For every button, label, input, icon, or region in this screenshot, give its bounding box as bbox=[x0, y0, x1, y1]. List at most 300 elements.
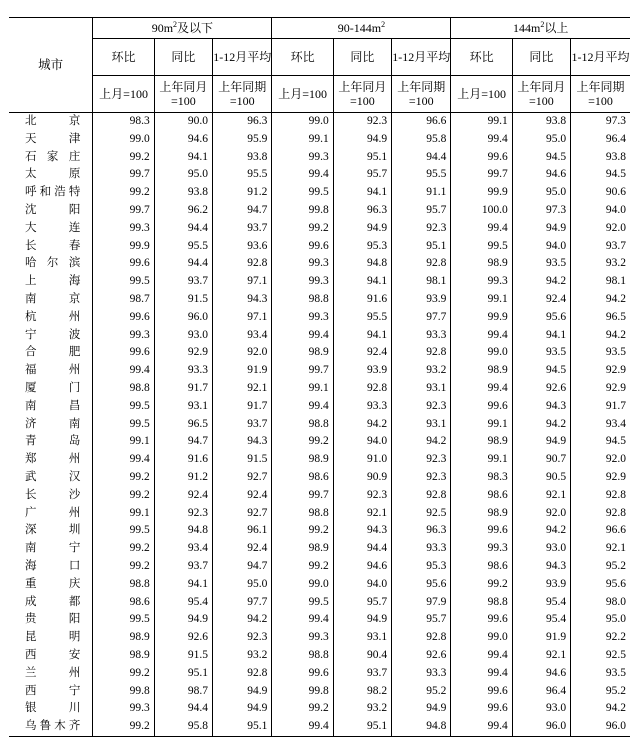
index-value-cell: 99.3 bbox=[272, 273, 333, 291]
index-value-cell: 92.0 bbox=[571, 220, 630, 238]
index-value-cell: 99.2 bbox=[272, 522, 333, 540]
group-header-small: $90m^2$及以下 bbox=[93, 18, 272, 39]
index-value-cell: 99.6 bbox=[451, 683, 512, 701]
index-value-cell: 99.2 bbox=[93, 718, 154, 736]
city-name-cell: 长沙 bbox=[25, 488, 81, 501]
index-value-cell: 95.3 bbox=[333, 238, 391, 256]
city-name-cell: 海口 bbox=[25, 559, 81, 572]
table-row bbox=[9, 380, 630, 398]
table-row bbox=[9, 611, 630, 629]
index-value-cell: 94.3 bbox=[512, 398, 570, 416]
group-header-medium: $90-144m^2$ bbox=[272, 18, 451, 39]
index-value-cell: 99.4 bbox=[451, 131, 512, 149]
index-value-cell: 94.4 bbox=[154, 255, 212, 273]
index-value-cell: 92.3 bbox=[392, 451, 451, 469]
index-value-cell: 99.0 bbox=[451, 344, 512, 362]
table-row bbox=[9, 433, 630, 451]
index-value-cell: 99.3 bbox=[272, 255, 333, 273]
index-value-cell: 92.8 bbox=[213, 255, 272, 273]
sub-header-avg: 1-12月平均 bbox=[213, 39, 272, 76]
index-value-cell: 94.5 bbox=[571, 433, 630, 451]
index-value-cell: 92.8 bbox=[392, 255, 451, 273]
table-row bbox=[9, 327, 630, 345]
index-value-cell: 99.8 bbox=[272, 202, 333, 220]
index-value-cell: 95.1 bbox=[154, 665, 212, 683]
base-label-yoy: 上年同月=100 bbox=[333, 76, 391, 113]
table-row bbox=[9, 487, 630, 505]
city-name-cell: 太原 bbox=[25, 168, 81, 181]
index-value-cell: 98.7 bbox=[93, 291, 154, 309]
index-value-cell: 97.3 bbox=[512, 202, 570, 220]
base-label-mom: 上月=100 bbox=[451, 76, 512, 113]
city-name-cell: 哈尔滨 bbox=[25, 257, 81, 270]
index-value-cell: 98.8 bbox=[93, 576, 154, 594]
index-value-cell: 98.6 bbox=[272, 469, 333, 487]
index-value-cell: 99.3 bbox=[272, 149, 333, 167]
index-value-cell: 92.1 bbox=[333, 505, 391, 523]
table-row bbox=[9, 416, 630, 434]
index-value-cell: 95.0 bbox=[512, 184, 570, 202]
table-row bbox=[9, 113, 630, 131]
index-value-cell: 94.2 bbox=[213, 611, 272, 629]
base-label-yoy: 上年同月=100 bbox=[512, 76, 570, 113]
index-value-cell: 99.0 bbox=[272, 576, 333, 594]
index-value-cell: 92.6 bbox=[512, 380, 570, 398]
index-value-cell: 92.3 bbox=[154, 505, 212, 523]
city-name-cell: 武汉 bbox=[25, 470, 81, 483]
index-value-cell: 93.0 bbox=[512, 540, 570, 558]
index-value-cell: 93.2 bbox=[571, 255, 630, 273]
index-value-cell: 92.9 bbox=[154, 344, 212, 362]
index-value-cell: 98.9 bbox=[93, 629, 154, 647]
index-value-cell: 94.0 bbox=[333, 576, 391, 594]
index-value-cell: 95.0 bbox=[571, 611, 630, 629]
index-value-cell: 93.7 bbox=[571, 238, 630, 256]
index-value-cell: 98.8 bbox=[272, 291, 333, 309]
table-row bbox=[9, 700, 630, 718]
index-value-cell: 99.3 bbox=[451, 273, 512, 291]
index-value-cell: 99.5 bbox=[451, 238, 512, 256]
index-value-cell: 99.6 bbox=[272, 238, 333, 256]
index-value-cell: 92.1 bbox=[512, 647, 570, 665]
index-value-cell: 95.5 bbox=[154, 238, 212, 256]
table-row bbox=[9, 220, 630, 238]
index-value-cell: 92.2 bbox=[571, 629, 630, 647]
index-value-cell: 91.5 bbox=[154, 647, 212, 665]
index-value-cell: 94.1 bbox=[333, 184, 391, 202]
city-name-cell: 南昌 bbox=[25, 399, 81, 412]
index-value-cell: 94.3 bbox=[213, 291, 272, 309]
index-value-cell: 94.3 bbox=[333, 522, 391, 540]
index-value-cell: 90.7 bbox=[512, 451, 570, 469]
sub-header-yoy: 同比 bbox=[333, 39, 391, 76]
index-value-cell: 99.4 bbox=[451, 220, 512, 238]
city-name-cell: 深圳 bbox=[25, 524, 81, 537]
city-name-cell: 石家庄 bbox=[25, 150, 81, 163]
index-value-cell: 92.1 bbox=[213, 380, 272, 398]
index-value-cell: 99.6 bbox=[93, 309, 154, 327]
city-name-cell: 沈阳 bbox=[25, 203, 81, 216]
index-value-cell: 94.2 bbox=[512, 273, 570, 291]
city-name-cell: 长春 bbox=[25, 239, 81, 252]
index-value-cell: 99.4 bbox=[451, 327, 512, 345]
index-value-cell: 92.4 bbox=[213, 487, 272, 505]
index-value-cell: 99.0 bbox=[93, 131, 154, 149]
index-value-cell: 94.9 bbox=[333, 611, 391, 629]
index-value-cell: 99.6 bbox=[451, 398, 512, 416]
table-row bbox=[9, 166, 630, 184]
city-name-cell: 西宁 bbox=[25, 684, 81, 697]
index-value-cell: 97.7 bbox=[392, 309, 451, 327]
index-value-cell: 99.1 bbox=[272, 380, 333, 398]
table-row bbox=[9, 273, 630, 291]
city-name-cell: 天津 bbox=[25, 132, 81, 145]
index-value-cell: 99.6 bbox=[93, 344, 154, 362]
sub-header-avg: 1-12月平均 bbox=[571, 39, 630, 76]
table-row bbox=[9, 540, 630, 558]
index-value-cell: 99.9 bbox=[93, 238, 154, 256]
table-row bbox=[9, 291, 630, 309]
index-value-cell: 99.2 bbox=[272, 433, 333, 451]
index-value-cell: 94.7 bbox=[154, 433, 212, 451]
index-value-cell: 99.0 bbox=[451, 629, 512, 647]
index-value-cell: 93.3 bbox=[392, 665, 451, 683]
index-value-cell: 96.0 bbox=[154, 309, 212, 327]
index-value-cell: 91.1 bbox=[392, 184, 451, 202]
index-value-cell: 99.0 bbox=[272, 113, 333, 131]
index-value-cell: 94.9 bbox=[512, 433, 570, 451]
index-value-cell: 95.0 bbox=[512, 131, 570, 149]
table-row bbox=[9, 131, 630, 149]
base-label-yoy: 上年同月=100 bbox=[154, 76, 212, 113]
city-name-cell: 西安 bbox=[25, 648, 81, 661]
index-value-cell: 99.1 bbox=[451, 416, 512, 434]
table-row bbox=[9, 344, 630, 362]
index-value-cell: 99.3 bbox=[93, 220, 154, 238]
index-value-cell: 94.0 bbox=[512, 238, 570, 256]
table-row bbox=[9, 184, 630, 202]
index-value-cell: 99.6 bbox=[451, 149, 512, 167]
index-value-cell: 92.3 bbox=[392, 398, 451, 416]
index-value-cell: 98.3 bbox=[451, 469, 512, 487]
index-value-cell: 99.2 bbox=[272, 558, 333, 576]
index-value-cell: 97.9 bbox=[392, 594, 451, 612]
index-value-cell: 94.9 bbox=[333, 220, 391, 238]
index-value-cell: 99.6 bbox=[272, 665, 333, 683]
index-value-cell: 99.2 bbox=[93, 558, 154, 576]
city-name-cell: 昆明 bbox=[25, 631, 81, 644]
index-value-cell: 93.7 bbox=[154, 273, 212, 291]
index-value-cell: 98.0 bbox=[571, 594, 630, 612]
index-value-cell: 93.7 bbox=[333, 665, 391, 683]
group-header-large: $144m^2$以上 bbox=[451, 18, 630, 39]
index-value-cell: 93.7 bbox=[154, 558, 212, 576]
index-value-cell: 99.4 bbox=[272, 611, 333, 629]
index-value-cell: 99.6 bbox=[451, 522, 512, 540]
index-value-cell: 96.4 bbox=[512, 683, 570, 701]
index-value-cell: 91.7 bbox=[571, 398, 630, 416]
index-value-cell: 93.8 bbox=[571, 149, 630, 167]
table-row bbox=[9, 362, 630, 380]
index-value-cell: 99.7 bbox=[272, 487, 333, 505]
index-value-cell: 95.8 bbox=[392, 131, 451, 149]
index-value-cell: 98.8 bbox=[272, 416, 333, 434]
index-value-cell: 99.4 bbox=[451, 718, 512, 736]
city-name-cell: 厦门 bbox=[25, 381, 81, 394]
index-value-cell: 94.2 bbox=[571, 327, 630, 345]
index-value-cell: 93.1 bbox=[392, 380, 451, 398]
index-value-cell: 91.7 bbox=[213, 398, 272, 416]
index-value-cell: 94.9 bbox=[512, 220, 570, 238]
index-value-cell: 98.8 bbox=[93, 380, 154, 398]
city-name-cell: 大连 bbox=[25, 221, 81, 234]
index-value-cell: 95.4 bbox=[154, 594, 212, 612]
index-value-cell: 94.6 bbox=[333, 558, 391, 576]
index-value-cell: 98.7 bbox=[154, 683, 212, 701]
index-value-cell: 95.2 bbox=[571, 558, 630, 576]
index-value-cell: 93.2 bbox=[213, 647, 272, 665]
index-value-cell: 99.5 bbox=[93, 398, 154, 416]
index-value-cell: 94.8 bbox=[154, 522, 212, 540]
index-value-cell: 99.2 bbox=[93, 665, 154, 683]
index-value-cell: 99.4 bbox=[451, 380, 512, 398]
index-value-cell: 93.9 bbox=[333, 362, 391, 380]
base-label-avg: 上年同期=100 bbox=[213, 76, 272, 113]
index-value-cell: 96.5 bbox=[154, 416, 212, 434]
index-value-cell: 92.6 bbox=[154, 629, 212, 647]
index-value-cell: 93.0 bbox=[154, 327, 212, 345]
sub-header-mom: 环比 bbox=[451, 39, 512, 76]
index-value-cell: 96.6 bbox=[392, 113, 451, 131]
table-body bbox=[9, 113, 630, 737]
index-value-cell: 93.8 bbox=[512, 113, 570, 131]
index-value-cell: 98.1 bbox=[392, 273, 451, 291]
index-value-cell: 99.2 bbox=[93, 540, 154, 558]
index-value-cell: 98.6 bbox=[451, 487, 512, 505]
city-name-cell: 青岛 bbox=[25, 435, 81, 448]
index-value-cell: 94.8 bbox=[333, 255, 391, 273]
index-value-cell: 95.1 bbox=[392, 238, 451, 256]
table-row bbox=[9, 238, 630, 256]
index-value-cell: 98.3 bbox=[93, 113, 154, 131]
index-value-cell: 94.3 bbox=[213, 433, 272, 451]
index-value-cell: 98.9 bbox=[451, 433, 512, 451]
index-value-cell: 93.5 bbox=[571, 665, 630, 683]
base-label-avg: 上年同期=100 bbox=[392, 76, 451, 113]
index-value-cell: 99.1 bbox=[272, 131, 333, 149]
index-value-cell: 92.9 bbox=[571, 380, 630, 398]
index-value-cell: 97.1 bbox=[213, 273, 272, 291]
sub-header-yoy: 同比 bbox=[512, 39, 570, 76]
index-value-cell: 93.3 bbox=[392, 327, 451, 345]
index-value-cell: 92.3 bbox=[392, 220, 451, 238]
index-value-cell: 92.8 bbox=[571, 505, 630, 523]
index-value-cell: 99.5 bbox=[272, 594, 333, 612]
index-value-cell: 99.5 bbox=[93, 522, 154, 540]
index-value-cell: 93.7 bbox=[213, 416, 272, 434]
index-value-cell: 98.9 bbox=[272, 451, 333, 469]
index-value-cell: 98.9 bbox=[93, 647, 154, 665]
table-row bbox=[9, 558, 630, 576]
index-value-cell: 94.2 bbox=[571, 700, 630, 718]
index-value-cell: 95.1 bbox=[333, 149, 391, 167]
index-value-cell: 92.7 bbox=[213, 469, 272, 487]
city-name-cell: 成都 bbox=[25, 595, 81, 608]
table-row bbox=[9, 683, 630, 701]
index-value-cell: 91.5 bbox=[213, 451, 272, 469]
price-index-table-container bbox=[9, 17, 630, 737]
index-value-cell: 93.1 bbox=[392, 416, 451, 434]
index-value-cell: 92.5 bbox=[571, 647, 630, 665]
index-value-cell: 98.9 bbox=[451, 255, 512, 273]
base-label-avg: 上年同期=100 bbox=[571, 76, 630, 113]
index-value-cell: 94.4 bbox=[333, 540, 391, 558]
index-value-cell: 97.1 bbox=[213, 309, 272, 327]
index-value-cell: 99.5 bbox=[93, 611, 154, 629]
index-value-cell: 92.0 bbox=[571, 451, 630, 469]
index-value-cell: 92.3 bbox=[392, 469, 451, 487]
city-column-header: 城市 bbox=[9, 18, 93, 113]
index-value-cell: 93.9 bbox=[512, 576, 570, 594]
index-value-cell: 94.6 bbox=[154, 131, 212, 149]
index-value-cell: 95.2 bbox=[571, 683, 630, 701]
index-value-cell: 95.5 bbox=[213, 166, 272, 184]
index-value-cell: 96.4 bbox=[571, 131, 630, 149]
index-value-cell: 99.4 bbox=[93, 362, 154, 380]
index-value-cell: 99.6 bbox=[451, 611, 512, 629]
index-value-cell: 99.8 bbox=[272, 683, 333, 701]
index-value-cell: 94.2 bbox=[512, 416, 570, 434]
index-value-cell: 92.0 bbox=[512, 505, 570, 523]
index-value-cell: 98.1 bbox=[571, 273, 630, 291]
index-value-cell: 95.7 bbox=[392, 202, 451, 220]
index-value-cell: 92.0 bbox=[213, 344, 272, 362]
index-value-cell: 94.8 bbox=[392, 718, 451, 736]
index-value-cell: 99.1 bbox=[451, 113, 512, 131]
index-value-cell: 91.0 bbox=[333, 451, 391, 469]
index-value-cell: 99.4 bbox=[272, 398, 333, 416]
index-value-cell: 95.7 bbox=[392, 611, 451, 629]
index-value-cell: 92.9 bbox=[571, 469, 630, 487]
index-value-cell: 94.2 bbox=[392, 433, 451, 451]
price-index-table bbox=[9, 17, 630, 737]
index-value-cell: 99.6 bbox=[93, 255, 154, 273]
index-value-cell: 93.9 bbox=[392, 291, 451, 309]
index-value-cell: 93.7 bbox=[213, 220, 272, 238]
index-value-cell: 93.5 bbox=[512, 344, 570, 362]
index-value-cell: 93.8 bbox=[213, 149, 272, 167]
index-value-cell: 99.2 bbox=[451, 576, 512, 594]
index-value-cell: 95.1 bbox=[213, 718, 272, 736]
index-value-cell: 94.0 bbox=[571, 202, 630, 220]
index-value-cell: 94.4 bbox=[392, 149, 451, 167]
index-value-cell: 98.9 bbox=[451, 505, 512, 523]
index-value-cell: 100.0 bbox=[451, 202, 512, 220]
index-value-cell: 90.9 bbox=[333, 469, 391, 487]
index-value-cell: 91.2 bbox=[213, 184, 272, 202]
index-value-cell: 93.1 bbox=[154, 398, 212, 416]
index-value-cell: 94.1 bbox=[333, 327, 391, 345]
index-value-cell: 99.5 bbox=[93, 416, 154, 434]
index-value-cell: 98.2 bbox=[333, 683, 391, 701]
index-value-cell: 92.4 bbox=[512, 291, 570, 309]
index-value-cell: 94.4 bbox=[154, 220, 212, 238]
base-label-mom: 上月=100 bbox=[93, 76, 154, 113]
index-value-cell: 99.7 bbox=[272, 362, 333, 380]
index-value-cell: 99.2 bbox=[93, 149, 154, 167]
index-value-cell: 94.5 bbox=[512, 149, 570, 167]
index-value-cell: 94.1 bbox=[333, 273, 391, 291]
index-value-cell: 94.4 bbox=[154, 700, 212, 718]
index-value-cell: 93.4 bbox=[213, 327, 272, 345]
index-value-cell: 93.0 bbox=[512, 700, 570, 718]
index-value-cell: 95.7 bbox=[333, 594, 391, 612]
index-value-cell: 98.8 bbox=[272, 505, 333, 523]
city-name-cell: 北京 bbox=[25, 115, 81, 127]
index-value-cell: 94.9 bbox=[213, 683, 272, 701]
base-label-mom: 上月=100 bbox=[272, 76, 333, 113]
index-value-cell: 93.2 bbox=[333, 700, 391, 718]
index-value-cell: 91.5 bbox=[154, 291, 212, 309]
index-value-cell: 92.4 bbox=[333, 344, 391, 362]
index-value-cell: 99.1 bbox=[93, 433, 154, 451]
index-value-cell: 94.2 bbox=[512, 522, 570, 540]
index-value-cell: 95.0 bbox=[213, 576, 272, 594]
index-value-cell: 95.5 bbox=[392, 166, 451, 184]
index-value-cell: 95.9 bbox=[213, 131, 272, 149]
index-value-cell: 98.8 bbox=[451, 594, 512, 612]
index-value-cell: 95.5 bbox=[333, 309, 391, 327]
index-value-cell: 99.4 bbox=[451, 647, 512, 665]
index-value-cell: 98.9 bbox=[451, 362, 512, 380]
index-value-cell: 95.6 bbox=[571, 576, 630, 594]
index-value-cell: 93.2 bbox=[392, 362, 451, 380]
index-value-cell: 93.3 bbox=[333, 398, 391, 416]
sub-header-yoy: 同比 bbox=[154, 39, 212, 76]
index-value-cell: 96.2 bbox=[154, 202, 212, 220]
index-value-cell: 98.6 bbox=[451, 558, 512, 576]
index-value-cell: 92.4 bbox=[154, 487, 212, 505]
index-value-cell: 99.1 bbox=[451, 291, 512, 309]
index-value-cell: 96.1 bbox=[213, 522, 272, 540]
index-value-cell: 98.6 bbox=[93, 594, 154, 612]
index-value-cell: 99.5 bbox=[272, 184, 333, 202]
sub-header-avg: 1-12月平均 bbox=[392, 39, 451, 76]
city-name-cell: 合肥 bbox=[25, 346, 81, 359]
index-value-cell: 99.3 bbox=[93, 700, 154, 718]
index-value-cell: 93.4 bbox=[571, 416, 630, 434]
index-value-cell: 99.4 bbox=[272, 166, 333, 184]
index-value-cell: 92.5 bbox=[392, 505, 451, 523]
index-value-cell: 94.1 bbox=[154, 149, 212, 167]
index-value-cell: 99.7 bbox=[93, 166, 154, 184]
city-name-cell: 福州 bbox=[25, 364, 81, 377]
table-row bbox=[9, 309, 630, 327]
table-row bbox=[9, 505, 630, 523]
index-value-cell: 94.0 bbox=[333, 433, 391, 451]
table-row bbox=[9, 255, 630, 273]
city-name-cell: 南京 bbox=[25, 292, 81, 305]
index-value-cell: 92.8 bbox=[392, 344, 451, 362]
index-value-cell: 99.2 bbox=[272, 700, 333, 718]
index-value-cell: 93.4 bbox=[154, 540, 212, 558]
index-value-cell: 99.5 bbox=[93, 273, 154, 291]
index-value-cell: 94.9 bbox=[392, 700, 451, 718]
index-value-cell: 99.9 bbox=[451, 309, 512, 327]
index-value-cell: 92.3 bbox=[213, 629, 272, 647]
index-value-cell: 95.0 bbox=[154, 166, 212, 184]
index-value-cell: 99.1 bbox=[93, 505, 154, 523]
